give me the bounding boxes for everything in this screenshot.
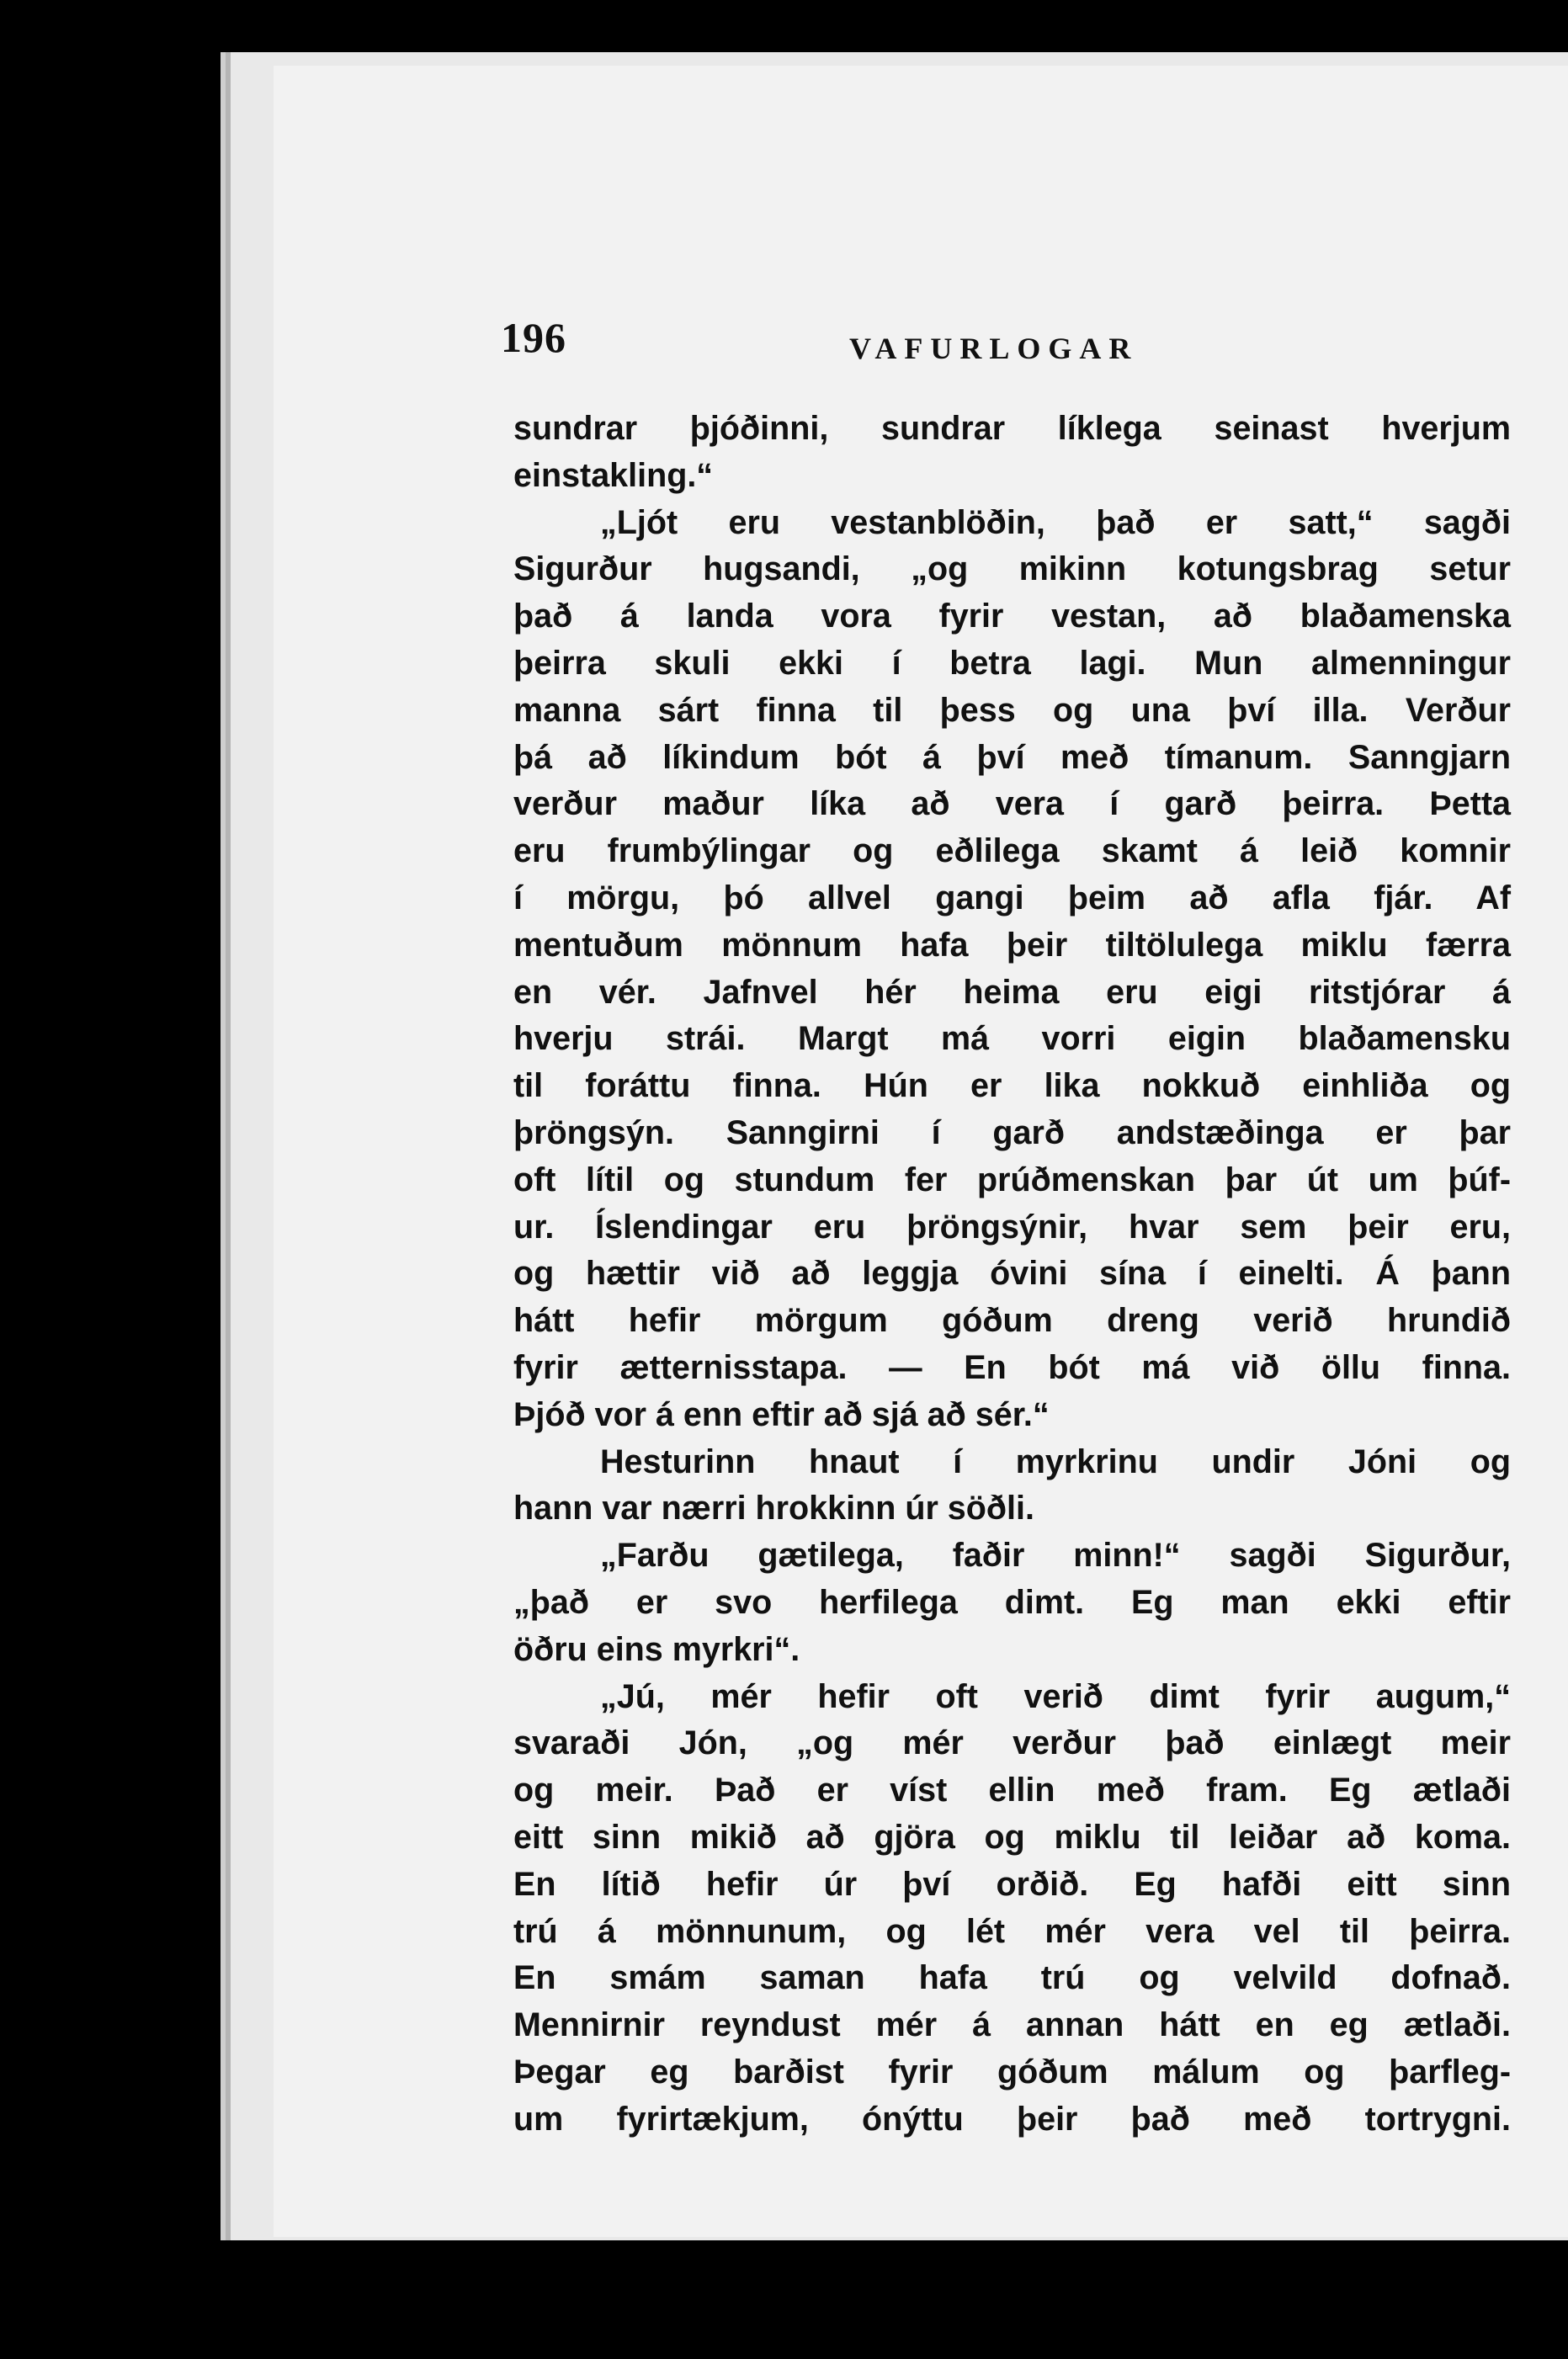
text-line: um fyrirtækjum, ónýttu þeir það með tortrygni. bbox=[513, 2100, 1511, 2138]
text-line: fyrir ætternisstapa. — En bót má við öllu finna. bbox=[513, 1348, 1511, 1386]
body-text bbox=[513, 406, 1511, 2143]
text-line: það á landa vora fyrir vestan, að blaðamenska bbox=[513, 598, 1511, 635]
text-line: og hættir við að leggja óvini sína í einelti. Á þann bbox=[513, 1255, 1511, 1293]
text-line: þeirra skuli ekki í betra lagi. Mun almenningur bbox=[513, 644, 1511, 682]
text-line: „Farðu gætilega, faðir minn!“ sagði Sigurður, bbox=[600, 1537, 1511, 1575]
text-line: en vér. Jafnvel hér heima eru eigi ritstjórar á bbox=[513, 973, 1511, 1011]
text-line: „Jú, mér hefir oft verið dimt fyrir augum,“ bbox=[600, 1677, 1511, 1715]
text-line: Sigurður hugsandi, „og mikinn kotungsbrag setur bbox=[513, 550, 1511, 588]
text-line: þröngsýn. Sanngirni í garð andstæðinga er þar bbox=[513, 1113, 1511, 1151]
text-line: Þjóð vor á enn eftir að sjá að sér.“ bbox=[513, 1395, 1050, 1433]
page-header bbox=[501, 313, 1568, 380]
running-title: VAFURLOGAR bbox=[849, 332, 1139, 365]
page-number: 196 bbox=[501, 314, 566, 361]
text-line: Hesturinn hnaut í myrkrinu undir Jóni og bbox=[600, 1442, 1511, 1480]
text-line: einstakling.“ bbox=[513, 456, 714, 494]
text-line: eitt sinn mikið að gjöra og miklu til leiðar að koma. bbox=[513, 1818, 1511, 1856]
text-line: En lítið hefir úr því orðið. Eg hafði eitt sinn bbox=[513, 1865, 1511, 1903]
text-line: ur. Íslendingar eru þröngsýnir, hvar sem þeir eru, bbox=[513, 1208, 1511, 1246]
text-line: trú á mönnunum, og lét mér vera vel til þeirra. bbox=[513, 1912, 1511, 1950]
text-line: hann var nærri hrokkinn úr söðli. bbox=[513, 1490, 1034, 1528]
text-line: eru frumbýlingar og eðlilega skamt á leið komnir bbox=[513, 832, 1511, 870]
text-line: manna sárt finna til þess og una því illa. Verður bbox=[513, 691, 1511, 729]
text-line: hverju strái. Margt má vorri eigin blaðamensku bbox=[513, 1020, 1511, 1058]
text-line: „Ljót eru vestanblöðin, það er satt,“ sagði bbox=[600, 503, 1511, 541]
text-line: þá að líkindum bót á því með tímanum. Sanngjarn bbox=[513, 738, 1511, 776]
text-line: „það er svo herfilega dimt. Eg man ekki eftir bbox=[513, 1583, 1511, 1621]
text-line: oft lítil og stundum fer prúðmenskan þar út um þúf- bbox=[513, 1161, 1511, 1198]
text-line: og meir. Það er víst ellin með fram. Eg ætlaði bbox=[513, 1772, 1511, 1809]
text-line: En smám saman hafa trú og velvild dofnað. bbox=[513, 1959, 1511, 1997]
text-line: verður maður líka að vera í garð þeirra. Þetta bbox=[513, 785, 1511, 823]
text-line: Þegar eg barðist fyrir góðum málum og þarfleg- bbox=[513, 2053, 1511, 2091]
text-line: til foráttu finna. Hún er lika nokkuð einhliða og bbox=[513, 1067, 1511, 1105]
text-line: í mörgu, þó allvel gangi þeim að afla fjár. Af bbox=[513, 879, 1511, 917]
text-line: öðru eins myrkri“. bbox=[513, 1630, 800, 1668]
text-line: svaraði Jón, „og mér verður það einlægt meir bbox=[513, 1724, 1511, 1762]
text-line: sundrar þjóðinni, sundrar líklega seinast hverjum bbox=[513, 410, 1511, 447]
text-line: hátt hefir mörgum góðum dreng verið hrundið bbox=[513, 1302, 1511, 1340]
text-line: mentuðum mönnum hafa þeir tiltölulega miklu færra bbox=[513, 926, 1511, 964]
text-line: Mennirnir reyndust mér á annan hátt en eg ætlaði. bbox=[513, 2006, 1511, 2044]
